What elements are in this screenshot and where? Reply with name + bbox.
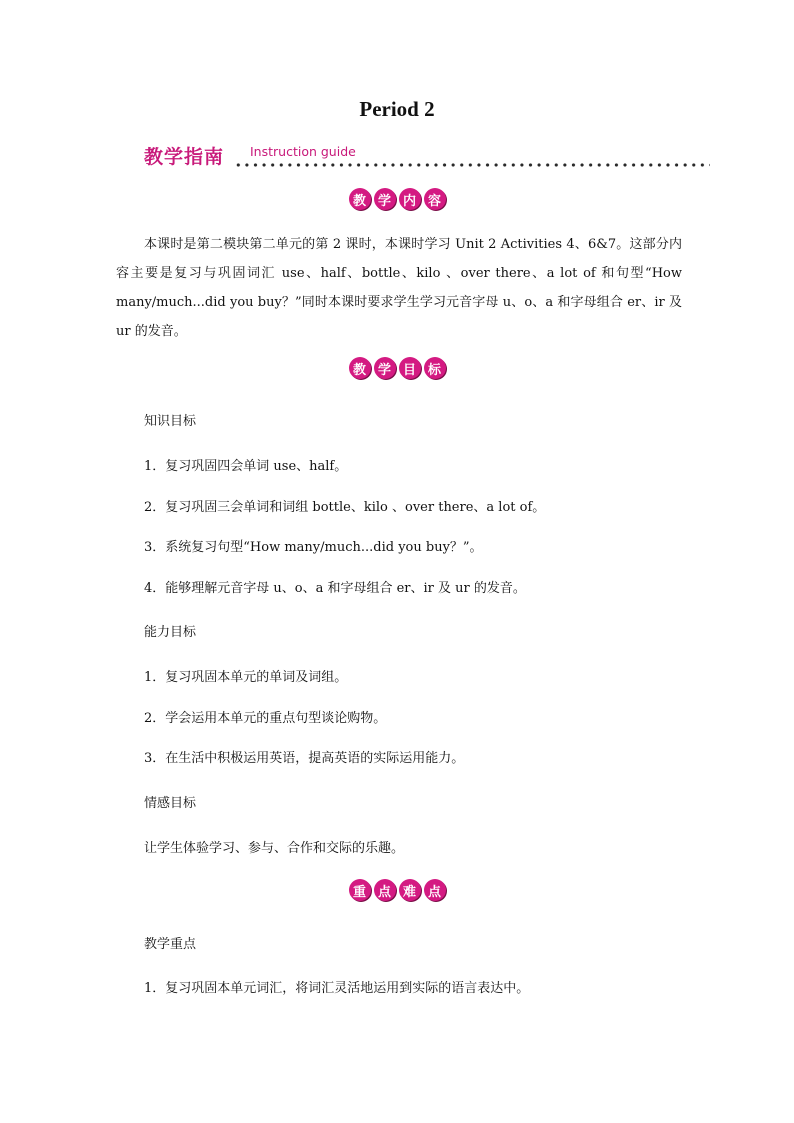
guide-title-en: Instruction guide xyxy=(250,144,356,159)
guide-title-cn: 教学指南 xyxy=(144,146,225,168)
instruction-guide-header xyxy=(144,142,710,170)
tag-char: 标 xyxy=(424,357,446,379)
tag-char: 内 xyxy=(399,188,421,210)
tag-char: 难 xyxy=(399,879,421,901)
section-tag-content xyxy=(0,188,794,212)
tag-char: 教 xyxy=(349,357,371,379)
tag-char: 教 xyxy=(349,188,371,210)
emotion-heading: 情感目标 xyxy=(144,796,197,811)
knowledge-item: 3．系统复习句型“How many/much...did you buy？”。 xyxy=(144,540,483,555)
ability-heading: 能力目标 xyxy=(144,625,197,640)
knowledge-item: 4．能够理解元音字母 u、o、a 和字母组合 er、ir 及 ur 的发音。 xyxy=(144,581,526,596)
ability-item: 3．在生活中积极运用英语，提高英语的实际运用能力。 xyxy=(144,751,465,766)
tag-char: 点 xyxy=(424,879,446,901)
tag-char: 重 xyxy=(349,879,371,901)
knowledge-heading: 知识目标 xyxy=(144,414,197,429)
knowledge-item: 2．复习巩固三会单词和词组 bottle、kilo 、over there、a lot of。 xyxy=(144,500,546,515)
key-point-item: 1．复习巩固本单元词汇，将词汇灵活地运用到实际的语言表达中。 xyxy=(144,981,530,996)
page-title: Period 2 xyxy=(359,97,435,121)
section-tag-key-points xyxy=(0,879,794,903)
tag-char: 点 xyxy=(374,879,396,901)
tag-char: 学 xyxy=(374,357,396,379)
dotted-divider xyxy=(234,162,710,168)
tag-char: 学 xyxy=(374,188,396,210)
ability-item: 2．学会运用本单元的重点句型谈论购物。 xyxy=(144,711,387,726)
ability-item: 1．复习巩固本单元的单词及词组。 xyxy=(144,670,348,685)
content-paragraph: 本课时是第二模块第二单元的第 2 课时，本课时学习 Unit 2 Activities 4、6&7。这部分内容主要是复习与巩固词汇 use、half、bottle、kilo 、over there、a lot of 和句型“How many/much...did you buy？”同时本课时要求学生学习元音字母 u、o、a 和字母组合 er、ir 及 ur 的发音。 xyxy=(116,237,682,339)
tag-char: 容 xyxy=(424,188,446,210)
tag-char: 目 xyxy=(399,357,421,379)
section-tag-goals xyxy=(0,357,794,381)
key-points-heading: 教学重点 xyxy=(144,937,197,952)
emotion-text: 让学生体验学习、参与、合作和交际的乐趣。 xyxy=(144,841,405,856)
knowledge-item: 1．复习巩固四会单词 use、half。 xyxy=(144,459,348,474)
